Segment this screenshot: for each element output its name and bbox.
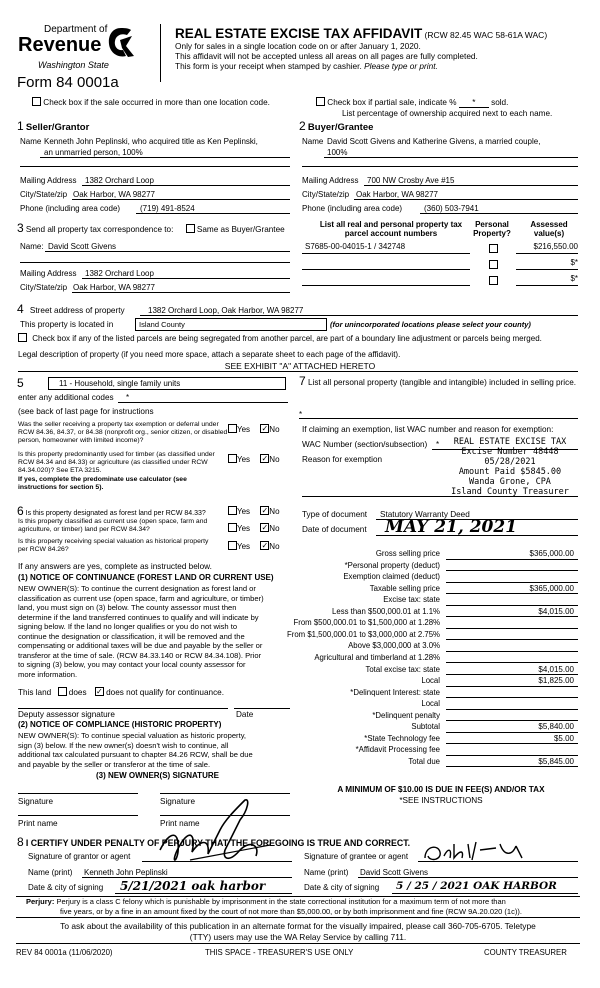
partial-sold-label: sold. [491,98,509,107]
paragraph-line: sign (3) below. If the new owner(s) doesn't wish to continue, all [18,740,229,750]
land-use-value: 11 - Household, single family units [59,379,181,388]
tax-row-label: Gross selling price [375,549,440,558]
department-logo [18,22,138,74]
buyer-phone-label: Phone (including area code) [302,204,403,213]
parcel-header-l2: parcel account numbers [344,229,438,238]
washington-logo-icon [106,26,136,60]
does-checkbox[interactable] [58,687,67,696]
forest-q2 [18,518,228,534]
assessed-value[interactable]: $216,550.00 [533,242,578,251]
buyer-name-label: Name [302,137,324,146]
see-instructions: *SEE INSTRUCTIONS [399,796,483,805]
multi-location-checkbox[interactable] [32,97,41,106]
perjury-text [26,897,522,916]
buyer-heading [299,119,373,133]
does-not-checkbox[interactable]: ✓ [95,687,103,697]
personal-property-checkbox[interactable] [489,244,498,253]
exemption-yes-checkbox[interactable] [228,424,237,433]
tax-row-label: From $500,000.01 to $1,500,000 at 1.28% [293,618,440,628]
section-number: 4 [17,302,24,316]
paragraph-line: signing below. If the land no longer qualifies or you do not wish to [18,622,238,631]
tax-row-line [446,570,578,571]
same-as-buyer-checkbox[interactable] [186,224,195,233]
parcel-number[interactable]: S7685-00-04015-1 / 342748 [305,242,406,251]
timber-question-text: Is this property predominantly used for timber (as classified under RCW 84.34 and 84.33) or agriculture (as classified under RCW 84.34.020)? See ETA 3215. [18,451,215,474]
section-number: 3 [17,221,24,235]
no-label: No [269,542,280,551]
multi-location-option[interactable] [32,98,270,107]
personal-header-l2: Property? [473,229,511,238]
tax-row-line [446,616,578,617]
yes-label: Yes [237,524,251,533]
corr-mail[interactable]: 1382 Orchard Loop [85,269,154,278]
tax-row-label: Local [421,676,440,686]
personal-property-checkbox[interactable] [489,260,498,269]
continuance-qualify [18,688,224,697]
tax-row-line [446,755,578,756]
exemption-label: If claiming an exemption, list WAC number and reason for exemption: [302,425,554,434]
grantee-signature [420,838,530,866]
tax-row-line [446,686,578,687]
dept-line2: Revenue [18,34,102,56]
grantee-name-label: Name (print) [304,868,349,877]
if-yes-note: If any answers are yes, complete as instructed below. [18,562,212,571]
timber-note [18,476,208,492]
perjury-line: Perjury is a class C felony which is punishable by imprisonment in the state correctional institution for a maximum term of not more than [56,897,506,906]
assessed-value[interactable]: $* [570,258,578,267]
land-label: This land [18,688,52,697]
paragraph-line: compensating or additional taxes will be due and payable by the seller or [18,641,263,650]
header-line3 [175,61,438,71]
tax-row-label: *Delinquent Interest: state [350,687,440,697]
tax-row-line [446,582,578,583]
forest-q2-text: Is this property classified as current use (open space, farm and agriculture, or timber) land per RCW 84.34? [18,518,208,533]
forest-q3-no[interactable]: ✓ [261,541,269,551]
forest-q1-text: Is this property designated as forest land per RCW 84.33? [25,510,206,517]
tax-row-line [446,743,578,744]
paragraph-line: NEW OWNER(S): To continue special valuation as historic property, [18,731,247,740]
county-value: Island County [139,320,185,329]
stamp-line: Wanda Grone, CPA [469,477,551,487]
seller-name-line2[interactable]: an unmarried person, 100% [44,148,143,157]
paragraph-line: NEW OWNER(S): To continue the current designation as forest land or [18,584,256,593]
exemption-no-checkbox[interactable]: ✓ [261,424,269,434]
forest-q1-no[interactable]: ✓ [261,506,269,516]
grantor-name[interactable]: Kenneth John Peplinski [84,868,168,877]
parcel-header [308,220,474,238]
tax-row-label: Subtotal [411,722,440,732]
tax-row-label: *Personal property (deduct) [344,560,440,570]
corr-city[interactable]: Oak Harbor, WA 98277 [73,283,155,292]
buyer-city-label: City/State/zip [302,190,350,199]
corr-city-label: City/State/zip [20,283,68,292]
tax-row-line [446,732,578,733]
section-number: 1 [17,119,24,133]
access-line: (TTY) users may use the WA Relay Service by calling 711. [189,931,407,942]
continuance-heading: (1) NOTICE OF CONTINUANCE (FOREST LAND OR CURRENT USE) [18,573,274,582]
timber-yes-checkbox[interactable] [228,454,237,463]
tax-row-label: Above $3,000,000 at 3.0% [348,641,440,651]
timber-note-text: If yes, complete the predominate use calculator (see instructions for section 5). [18,476,187,491]
segregated-checkbox[interactable] [18,333,27,342]
buyer-name-line1[interactable]: David Scott Givens and Katherine Givens, a married couple, [327,137,541,146]
tax-row-value[interactable]: $365,000.00 [529,583,574,593]
seller-city[interactable]: Oak Harbor, WA 98277 [73,190,155,199]
corr-name-label: Name: [20,242,44,251]
tax-row-label: Exemption claimed (deduct) [343,572,440,582]
stamp-line: 05/28/2021 [484,457,536,467]
tax-row-line [446,605,578,606]
correspondence-heading [17,221,285,235]
receipt-note: This form is your receipt when stamped by cashier. [175,61,362,71]
paragraph-line: more information. [18,669,78,679]
paragraph-line: to signing (3) below, you may contact your local county assessor for [18,660,246,669]
exemption-question [18,421,228,445]
paragraph-line: classification as current use (open space, farm and agriculture, or timber) [18,593,264,603]
no-label: No [269,507,280,516]
no-label: No [269,524,280,533]
property-address[interactable]: 1382 Orchard Loop, Oak Harbor, WA 98277 [148,306,304,315]
buyer-title: Buyer/Grantee [307,122,374,133]
date-label: Date [236,710,254,719]
section-number: 7 [299,374,306,388]
grantee-name[interactable]: David Scott Givens [360,868,429,877]
minimum-fee: A MINIMUM OF $10.00 IS DUE IN FEE(S) AND/OR TAX [337,785,545,794]
buyer-mail-label: Mailing Address [302,176,359,185]
buyer-name-line2[interactable]: 100% [327,148,348,157]
tax-row-label: *State Technology fee [364,733,440,743]
access-line: To ask about the availability of this publication in an alternate format for the visually impaired, please call 360-705-6705. Teletype [60,921,536,931]
perjury-bold: Perjury: [26,897,55,906]
forest-q3-text: Is this property receiving special valuation as historical property per RCW 84.26? [18,538,209,553]
tax-row-label: Less than $500,000.01 at 1.1% [332,606,440,616]
partial-sale-percent[interactable]: * [459,98,489,108]
grantor-sig-label: Signature of grantor or agent [28,852,131,861]
seller-mail-label: Mailing Address [20,176,77,185]
paragraph-line: and payable by the seller or transferor at the time of sale. [18,759,211,769]
tax-row-line [446,662,578,663]
form-number: Form 84 0001a [17,74,119,91]
tax-row-label: *Affidavit Processing fee [355,745,440,755]
county-select[interactable] [135,318,327,331]
tax-row-line [446,720,578,721]
legal-description[interactable]: SEE EXHIBIT "A" ATTACHED HERETO [224,361,376,371]
timber-question [18,451,228,475]
tax-row-value[interactable]: $4,015.00 [538,606,574,616]
tax-row-value[interactable]: $5,840.00 [538,722,574,732]
grantor-name-label: Name (print) [28,868,73,877]
header-line1: Only for sales in a single location code on or after January 1, 2020. [175,41,421,51]
section-number: 8 [17,835,24,849]
additional-codes-label: enter any additional codes [18,393,114,402]
tax-row-value[interactable]: $1,825.00 [538,676,574,686]
exemption-question-text: Was the seller receiving a property tax exemption or deferral under RCW 84.36, 84.37, or 84.38 (nonprofit org., senior citizen, or disabled person, homeowner with limited income)? [18,421,228,444]
forest-q3 [18,538,218,554]
tax-row-line [446,593,578,594]
revision-number: REV 84 0001a (11/06/2020) [16,948,113,957]
partial-note: List percentage of ownership acquired next to each name. [342,109,553,118]
owner-signature-label: Signature [160,797,196,806]
forest-q3-yes[interactable] [228,541,237,550]
paragraph-line: determine if the land transferred continues to qualify and will indicate by [18,612,259,622]
yes-label: Yes [237,455,251,464]
accessibility-note [16,921,580,942]
parcel-header-l1: List all real and personal property tax [319,220,463,229]
tax-row-value[interactable]: $5.00 [553,733,574,743]
seller-phone[interactable]: (719) 491-8524 [140,204,195,213]
stamp-line: Amount Paid $5845.00 [458,467,562,477]
seller-name-line1[interactable]: Kenneth John Peplinski, who acquired title as Ken Peplinski, [44,137,258,146]
stamp-line: Excise Number 48448 [461,447,559,457]
assessed-header-l2: value(s) [533,229,565,238]
use-section-number: 5 [17,376,24,390]
tax-row-label: Local [421,699,440,709]
exemption-yes-no [228,425,280,434]
wac-value[interactable]: * [436,440,440,449]
grantee-date[interactable]: 5 / 25 / 2021 OAK HARBOR [396,880,557,892]
reason-label: Reason for exemption [302,455,383,464]
forest-q2-yes[interactable] [228,523,237,532]
legal-label: Legal description of property (if you need more space, attach a separate sheet to each page of the affidavit). [18,350,401,359]
certify-text: I CERTIFY UNDER PENALTY OF PERJURY THAT THE FOREGOING IS TRUE AND CORRECT. [25,838,411,848]
tax-row-line [446,559,578,560]
segregated-label: Check box if any of the listed parcels are being segregated from another parcel, are part of a boundary line adjustment or parcels being merged. [32,334,542,343]
land-use-select[interactable] [48,377,286,390]
dept-line1: Department of [44,24,108,35]
new-owner-heading: (3) NEW OWNER(S) SIGNATURE [96,771,219,780]
additional-codes[interactable]: * [126,393,130,402]
tax-row-line [446,709,578,710]
grantee-date-label: Date & city of signing [304,883,380,892]
does-label: does [68,688,87,697]
does-not-label: does not qualify for continuance. [106,688,225,697]
seller-heading [17,119,89,133]
forest-q1-yes-no [228,507,280,516]
doc-type[interactable]: Statutory Warranty Deed [380,510,470,519]
assessed-value[interactable]: $* [570,274,578,283]
title-text: REAL ESTATE EXCISE TAX AFFIDAVIT [175,26,423,41]
assessed-header [522,220,576,238]
type-or-print: Please type or print. [364,61,438,71]
doc-date-label: Date of document [302,525,367,534]
owner-print-label: Print name [18,819,58,828]
yes-label: Yes [237,507,251,516]
tax-row-line [446,766,578,767]
stamp-line: REAL ESTATE EXCISE TAX [453,437,567,447]
partial-sale-checkbox[interactable] [316,97,325,106]
yes-label: Yes [237,542,251,551]
compliance-text [18,731,253,769]
corr-name[interactable]: David Scott Givens [48,242,117,251]
seller-mail[interactable]: 1382 Orchard Loop [85,176,154,185]
deputy-label: Deputy assessor signature [18,710,115,719]
partial-sale-option[interactable] [316,98,508,108]
owner-print-label: Print name [160,819,200,828]
treasurer-use-only: THIS SPACE - TREASURER'S USE ONLY [205,948,354,957]
address-label: Street address of property [29,306,125,315]
tax-row-label: Agricultural and timberland at 1.28% [314,652,440,662]
dept-line3: Washington State [38,60,109,70]
same-as-buyer-label: Same as Buyer/Grantee [196,225,285,234]
personal-header [468,220,516,238]
tax-row-label: Excise tax: state [383,595,440,605]
timber-yes-no [228,455,280,464]
continuance-text [18,584,264,679]
grantor-date-label: Date & city of signing [28,883,104,892]
forest-q1 [17,504,206,518]
stamp-line: Island County Treasurer [451,487,569,497]
personal-header-l1: Personal [475,220,509,229]
tax-row-value[interactable]: $4,015.00 [538,664,574,674]
grantee-sig-label: Signature of grantee or agent [304,852,409,861]
seller-city-label: City/State/zip [20,190,68,199]
compliance-heading: (2) NOTICE OF COMPLIANCE (HISTORIC PROPERTY) [18,720,222,729]
forest-q1-yes[interactable] [228,506,237,515]
buyer-phone[interactable]: (360) 503-7941 [424,204,479,213]
perjury-line: five years, or by a fine in an amount fixed by the court of not more than $5,000.00, or by both imprisonment and fine (RCW 9A.20.020 (1c)). [60,906,522,916]
tax-row-label: From $1,500,000.01 to $3,000,000 at 2.75% [286,629,440,639]
buyer-mail[interactable]: 700 NW Crosby Ave #15 [367,176,455,185]
seller-title: Seller/Grantor [25,122,90,133]
doc-date[interactable]: MAY 21, 2021 [385,517,518,537]
personal-property-value[interactable]: * [299,410,303,419]
title-ref: (RCW 82.45 WAC 58-61A WAC) [424,30,548,40]
forest-q2-yes-no [228,524,280,533]
paragraph-line: transferor at the time of sale. (RCW 84.33.140 or RCW 84.34.108). Prior [18,650,262,660]
no-label: No [269,425,280,434]
tax-row-label: *Delinquent penalty [372,710,440,720]
paragraph-line: continue the designation or classification, it will be removed and the [18,631,245,641]
wac-label: WAC Number (section/subsection) [302,440,428,449]
paragraph-line: land, you must sign on (3) below. The county assessor must then [18,603,237,612]
tax-row-line [446,628,578,629]
tax-row-value[interactable]: $5,845.00 [538,756,574,766]
county-treasurer: COUNTY TREASURER [484,948,567,957]
forest-q2-no[interactable]: ✓ [261,523,269,533]
grantor-date[interactable]: 5/21/2021 oak harbor [120,879,266,893]
correspondence-label: Send all property tax correspondence to: [25,225,174,234]
timber-no-checkbox[interactable]: ✓ [261,454,269,464]
county-note: (for unincorporated locations please select your county) [330,320,531,329]
treasurer-stamp [440,437,580,497]
property-address-row [17,302,125,316]
seller-name-label: Name [20,137,42,146]
section-number: 6 [17,504,24,518]
tax-row-value[interactable]: $365,000.00 [529,549,574,558]
tax-row-line [446,651,578,652]
form-title [175,26,547,41]
personal-property-section [299,376,581,388]
seller-phone-label: Phone (including area code) [20,204,121,213]
buyer-city[interactable]: Oak Harbor, WA 98277 [356,190,438,199]
assessed-header-l1: Assessed [530,220,568,229]
county-label: This property is located in [20,320,114,329]
forest-q3-yes-no [228,542,280,551]
tax-row-label: Taxable selling price [369,583,440,593]
tax-row-label: Total due [408,756,440,766]
tax-row-line [446,697,578,698]
tax-row-line [446,639,578,640]
paragraph-line: additional tax calculated pursuant to chapter 84.26 RCW, shall be due [18,750,253,759]
grantor-signature [150,790,300,880]
yes-label: Yes [237,425,251,434]
partial-sale-label: Check box if partial sale, indicate % [327,98,457,107]
corr-mail-label: Mailing Address [20,269,77,278]
multi-location-label: Check box if the sale occurred in more than one location code. [43,98,270,107]
no-label: No [269,455,280,464]
personal-property-label: List all personal property (tangible and intangible) included in selling price. [307,378,577,387]
doc-type-label: Type of document [302,510,368,519]
personal-property-checkbox[interactable] [489,276,498,285]
tax-row-line [446,674,578,675]
header-line2: This affidavit will not be accepted unless all areas on all pages are fully completed. [175,51,478,61]
tax-row-label: Total excise tax: state [365,664,440,674]
segregated-option[interactable] [18,334,542,343]
section-number: 2 [299,119,306,133]
owner-signature-label: Signature [18,797,54,806]
see-back: (see back of last page for instructions [18,407,154,416]
